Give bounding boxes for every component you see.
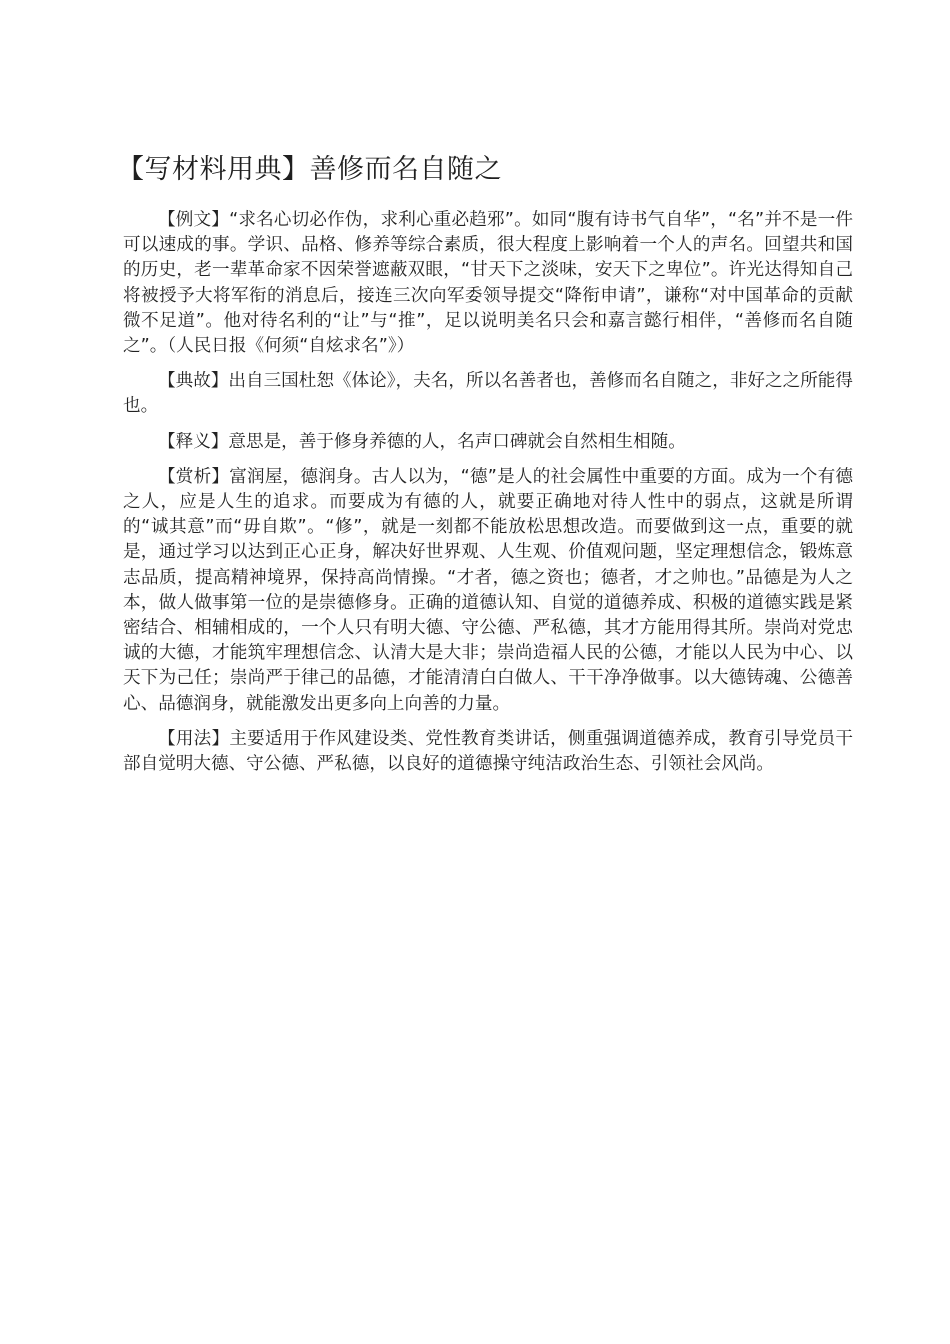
section-tag: 【例文】 [158,210,230,230]
page-title: 【写材料用典】善修而名自随之 [117,154,502,185]
section-text: 意思是，善于修身养德的人，名声口碑就会自然相生相随。 [228,431,686,452]
appreciation-paragraph [123,465,853,717]
allusion-paragraph [123,369,853,419]
section-text: “求名心切必作伪，求利心重必趋邪”。如同“腹有诗书气自华”，“名”并不是一件可以速成的事。学识、品格、修养等综合素质，很大程度上影响着一个人的声名。回望共和国的历史，老一辈革命家不因荣誉遮蔽双眼，“甘天下之淡味，安天下之卑位”。许光达得知自己将被授予大将军衔的消息后，接连三次向军委领导提交“降衔申请”，谦称“对中国革命的贡献微不足道”。他对待名利的“让”与“推”，足以说明美名只会和嘉言懿行相伴，“善修而名自随之”。（人民日报《何须“自炫求名”》） [123,210,853,357]
meaning-paragraph [123,430,853,455]
document-page [117,150,853,787]
section-text: 富润屋，德润身。古人以为，“德”是人的社会属性中重要的方面。成为一个有德之人，应是人生的追求。而要成为有德的人，就要正确地对待人性中的弱点，这就是所谓的“诚其意”而“毋自欺”。“修”，就是一刻都不能放松思想改造。而要做到这一点，重要的就是，通过学习以达到正心正身，解决好世界观、人生观、价值观问题，坚定理想信念，锻炼意志品质，提高精神境界，保持高尚情操。“才者，德之资也；德者，才之帅也。”品德是为人之本，做人做事第一位的是崇德修身。正确的道德认知、自觉的道德养成、积极的道德实践是紧密结合、相辅相成的，一个人只有明大德、守公德、严私德，其才方能用得其所。崇尚对党忠诚的大德，才能筑牢理想信念、认清大是大非；崇尚造福人民的公德，才能以人民为中心、以天下为己任；崇尚严于律己的品德，才能清清白白做人、干干净净做事。以大德铸魂、公德善心、品德润身，就能激发出更多向上向善的力量。 [123,466,853,714]
section-tag: 【典故】 [158,371,229,392]
section-tag: 【赏析】 [158,466,230,487]
section-text: 出自三国杜恕《体论》，夫名，所以名善者也，善修而名自随之，非好之之所能得也。 [123,371,853,417]
section-text: 主要适用于作风建设类、党性教育类讲话，侧重强调道德养成，教育引导党员干部自觉明大德、守公德、严私德，以良好的道德操守纯洁政治生态、引领社会风尚。 [123,728,853,775]
section-tag: 【释义】 [158,431,229,452]
usage-paragraph [123,727,853,777]
example-paragraph [123,208,853,359]
section-tag: 【用法】 [158,728,230,749]
